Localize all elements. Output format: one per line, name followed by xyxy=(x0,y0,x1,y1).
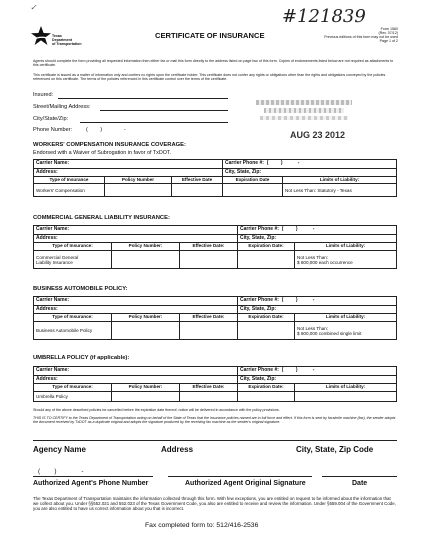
agent-phone-field[interactable]: ( ) - xyxy=(38,468,84,475)
auto-carrier-name[interactable]: Carrier Name: xyxy=(34,297,238,306)
workers-carrier-name[interactable]: Carrier Name: xyxy=(34,160,223,169)
workers-comp-title: WORKERS' COMPENSATION INSURANCE COVERAGE: xyxy=(33,142,186,148)
umbrella-col-policy: Policy Number: xyxy=(112,384,180,392)
general-col-type: Type of Insurance: xyxy=(34,243,112,251)
general-address[interactable]: Address: xyxy=(34,235,238,243)
workers-carrier-phone[interactable]: Carrier Phone #: ( ) - xyxy=(223,160,397,169)
intro-paragraph-2: This certificate is issued as a matter of information only and confers no rights upon the certificate holder. This certificate does not confer any rights or obligations other than the rights and obligations conveyed by the policies referenced on this certificate. The terms of the policies referenced in this certificate control over the terms of the certificate. xyxy=(33,73,386,82)
workers-city[interactable]: City, State, Zip: xyxy=(223,169,397,177)
insured-field[interactable] xyxy=(58,98,228,99)
umbrella-col-type: Type of Insurance: xyxy=(34,384,112,392)
auto-row-limits xyxy=(295,322,397,340)
date-line[interactable] xyxy=(322,476,397,477)
general-col-expiration: Expiration Date: xyxy=(238,243,295,251)
phone-number-field[interactable]: ( ) - xyxy=(86,127,126,133)
form-revision: (Rev. 07/12) xyxy=(378,31,398,35)
general-row-effective[interactable] xyxy=(180,251,238,269)
privacy-notice: The Texas Department of Transportation maintains the information collected through this form. With few exceptions, you are entitled on request to be informed about the information that we collect about you. Under §§552.021 and 552.023 of the Texas Government Code, you also are entitled to receive and review the information. Under §559.004 of the Government Code, you are also entitled to have us correct information about you that is incorrect. xyxy=(33,496,396,512)
auto-row-effective[interactable] xyxy=(180,322,238,340)
city-state-zip-code-label: City, State, Zip Code xyxy=(296,445,374,454)
general-row-expiration[interactable] xyxy=(238,251,295,269)
umbrella-row-limits[interactable] xyxy=(295,392,397,402)
agent-signature-line[interactable] xyxy=(168,476,312,477)
general-row-limits-line1: Not Less Than: xyxy=(297,254,329,260)
insured-label: Insured: xyxy=(33,92,54,98)
umbrella-row-effective[interactable] xyxy=(180,392,238,402)
certification-notice: THIS IS TO CERTIFY to the Texas Department of Transportation acting on behalf of the State of Texas that the insurance policies named are in full force and effect. If this form is sent by facsimile machine (fax), the sender adopts the document received by TxDOT as a duplicate original and adopts the signature produced by the receiving fax machine as the sender's original signature. xyxy=(33,416,396,425)
page-info: Page 1 of 2 xyxy=(379,39,398,43)
agent-phone-label: Authorized Agent's Phone Number xyxy=(33,480,149,487)
general-liability-title: COMMERCIAL GENERAL LIABILITY INSURANCE: xyxy=(33,215,170,221)
auto-row-policy[interactable] xyxy=(112,322,180,340)
auto-carrier-phone[interactable]: Carrier Phone #: ( ) - xyxy=(238,297,397,306)
umbrella-row-expiration[interactable] xyxy=(238,392,295,402)
auto-address[interactable]: Address: xyxy=(34,306,238,314)
agent-signature-label: Authorized Agent Original Signature xyxy=(185,480,306,487)
auto-col-type: Type of Insurance: xyxy=(34,314,112,322)
workers-row-type: Workers' Compensation xyxy=(34,184,105,197)
umbrella-policy-table xyxy=(33,366,397,402)
txdot-logo xyxy=(30,26,82,52)
general-row-type-line2: Liability Insurance xyxy=(36,259,73,265)
received-stamp xyxy=(256,98,356,124)
workers-comp-subtitle: Endorsed with a Waiver of Subrogation in favor of TxDOT. xyxy=(33,150,172,156)
general-carrier-name[interactable]: Carrier Name: xyxy=(34,226,238,235)
page-title: CERTIFICATE OF INSURANCE xyxy=(155,31,265,40)
general-row-limits-line2: $ 600,000 each occurrence xyxy=(297,259,353,265)
umbrella-row-type: Umbrella Policy xyxy=(34,392,112,402)
general-col-limits: Limits of Liability: xyxy=(295,243,397,251)
agency-name-label: Agency Name xyxy=(33,445,86,454)
handwritten-number: #121839 xyxy=(282,6,366,27)
general-row-limits xyxy=(295,251,397,269)
umbrella-policy-title: UMBRELLA POLICY (if applicable): xyxy=(33,355,130,361)
auto-row-limits-line1: Not Less Than: xyxy=(297,325,329,331)
form-note: Previous editions of this form may not be used xyxy=(324,35,398,39)
general-liability-table xyxy=(33,225,397,269)
general-row-type-line1: Commercial General xyxy=(36,254,79,260)
umbrella-carrier-name[interactable]: Carrier Name: xyxy=(34,367,238,376)
workers-row-expiration[interactable] xyxy=(223,184,283,197)
cancellation-notice: Should any of the above described policies be cancelled before the expiration date thereof, notice will be delivered in accordance with the policy provisions. xyxy=(33,408,280,412)
date-label: Date xyxy=(352,480,368,487)
txdot-star-icon xyxy=(30,26,52,46)
workers-address[interactable]: Address: xyxy=(34,169,223,177)
logo-text-3: of Transportation xyxy=(52,42,82,46)
general-col-policy: Policy Number: xyxy=(112,243,180,251)
umbrella-col-limits: Limits of Liability: xyxy=(295,384,397,392)
umbrella-address[interactable]: Address: xyxy=(34,376,238,384)
workers-col-expiration: Expiration Date xyxy=(223,177,283,184)
workers-row-effective[interactable] xyxy=(172,184,223,197)
auto-col-limits: Limits of Liability: xyxy=(295,314,397,322)
form-number: Form 1560 xyxy=(380,27,398,31)
auto-city[interactable]: City, State, Zip: xyxy=(238,306,397,314)
umbrella-carrier-phone[interactable]: Carrier Phone #: ( ) - xyxy=(238,367,397,376)
workers-row-limits: Not Less Than: Statutory - Texas xyxy=(283,184,397,197)
workers-col-policy: Policy Number xyxy=(105,177,172,184)
auto-row-expiration[interactable] xyxy=(238,322,295,340)
general-col-effective: Effective Date: xyxy=(180,243,238,251)
auto-col-expiration: Expiration Date: xyxy=(238,314,295,322)
logo-text-2: Department xyxy=(52,38,72,42)
workers-comp-table xyxy=(33,159,397,197)
agent-phone-line xyxy=(33,476,153,477)
umbrella-col-expiration: Expiration Date: xyxy=(238,384,295,392)
umbrella-col-effective: Effective Date: xyxy=(180,384,238,392)
intro-paragraph-1: Agents should complete the form providing all requested information then either fax or mail this form directly to the address listed on page two of this form. Copies of endorsements listed below are not required as attachments to this certificate. xyxy=(33,59,394,68)
auto-row-limits-line2: $ 600,000 combined single limit xyxy=(297,330,362,336)
general-row-type xyxy=(34,251,112,269)
auto-col-effective: Effective Date: xyxy=(180,314,238,322)
general-row-policy[interactable] xyxy=(112,251,180,269)
city-state-zip-label: City/State/Zip: xyxy=(33,116,69,122)
corner-mark: ✓ xyxy=(30,3,37,12)
address-label: Address xyxy=(161,445,194,454)
street-address-label: Street/Mailing Address: xyxy=(33,104,91,110)
stamp-date: AUG 23 2012 xyxy=(290,130,346,140)
auto-row-type: Business Automobile Policy xyxy=(34,322,112,340)
umbrella-city[interactable]: City, State, Zip: xyxy=(238,376,397,384)
fax-instructions: Fax completed form to: 512/416-2536 xyxy=(145,522,259,529)
phone-number-label: Phone Number: xyxy=(33,127,73,133)
general-carrier-phone[interactable]: Carrier Phone #: ( ) - xyxy=(238,226,397,235)
workers-col-type: Type of Insurance xyxy=(34,177,105,184)
signature-top-line xyxy=(33,440,397,441)
auto-policy-table xyxy=(33,296,397,340)
city-state-zip-field[interactable] xyxy=(80,122,228,123)
general-city[interactable]: City, State, Zip: xyxy=(238,235,397,243)
auto-col-policy: Policy Number: xyxy=(112,314,180,322)
street-address-field[interactable] xyxy=(100,110,228,111)
auto-policy-title: BUSINESS AUTOMOBILE POLICY: xyxy=(33,286,128,292)
workers-col-limits: Limits of Liability: xyxy=(283,177,397,184)
workers-col-effective: Effective Date xyxy=(172,177,223,184)
umbrella-row-policy[interactable] xyxy=(112,392,180,402)
logo-text-1: Texas xyxy=(52,34,62,38)
workers-row-policy[interactable] xyxy=(105,184,172,197)
